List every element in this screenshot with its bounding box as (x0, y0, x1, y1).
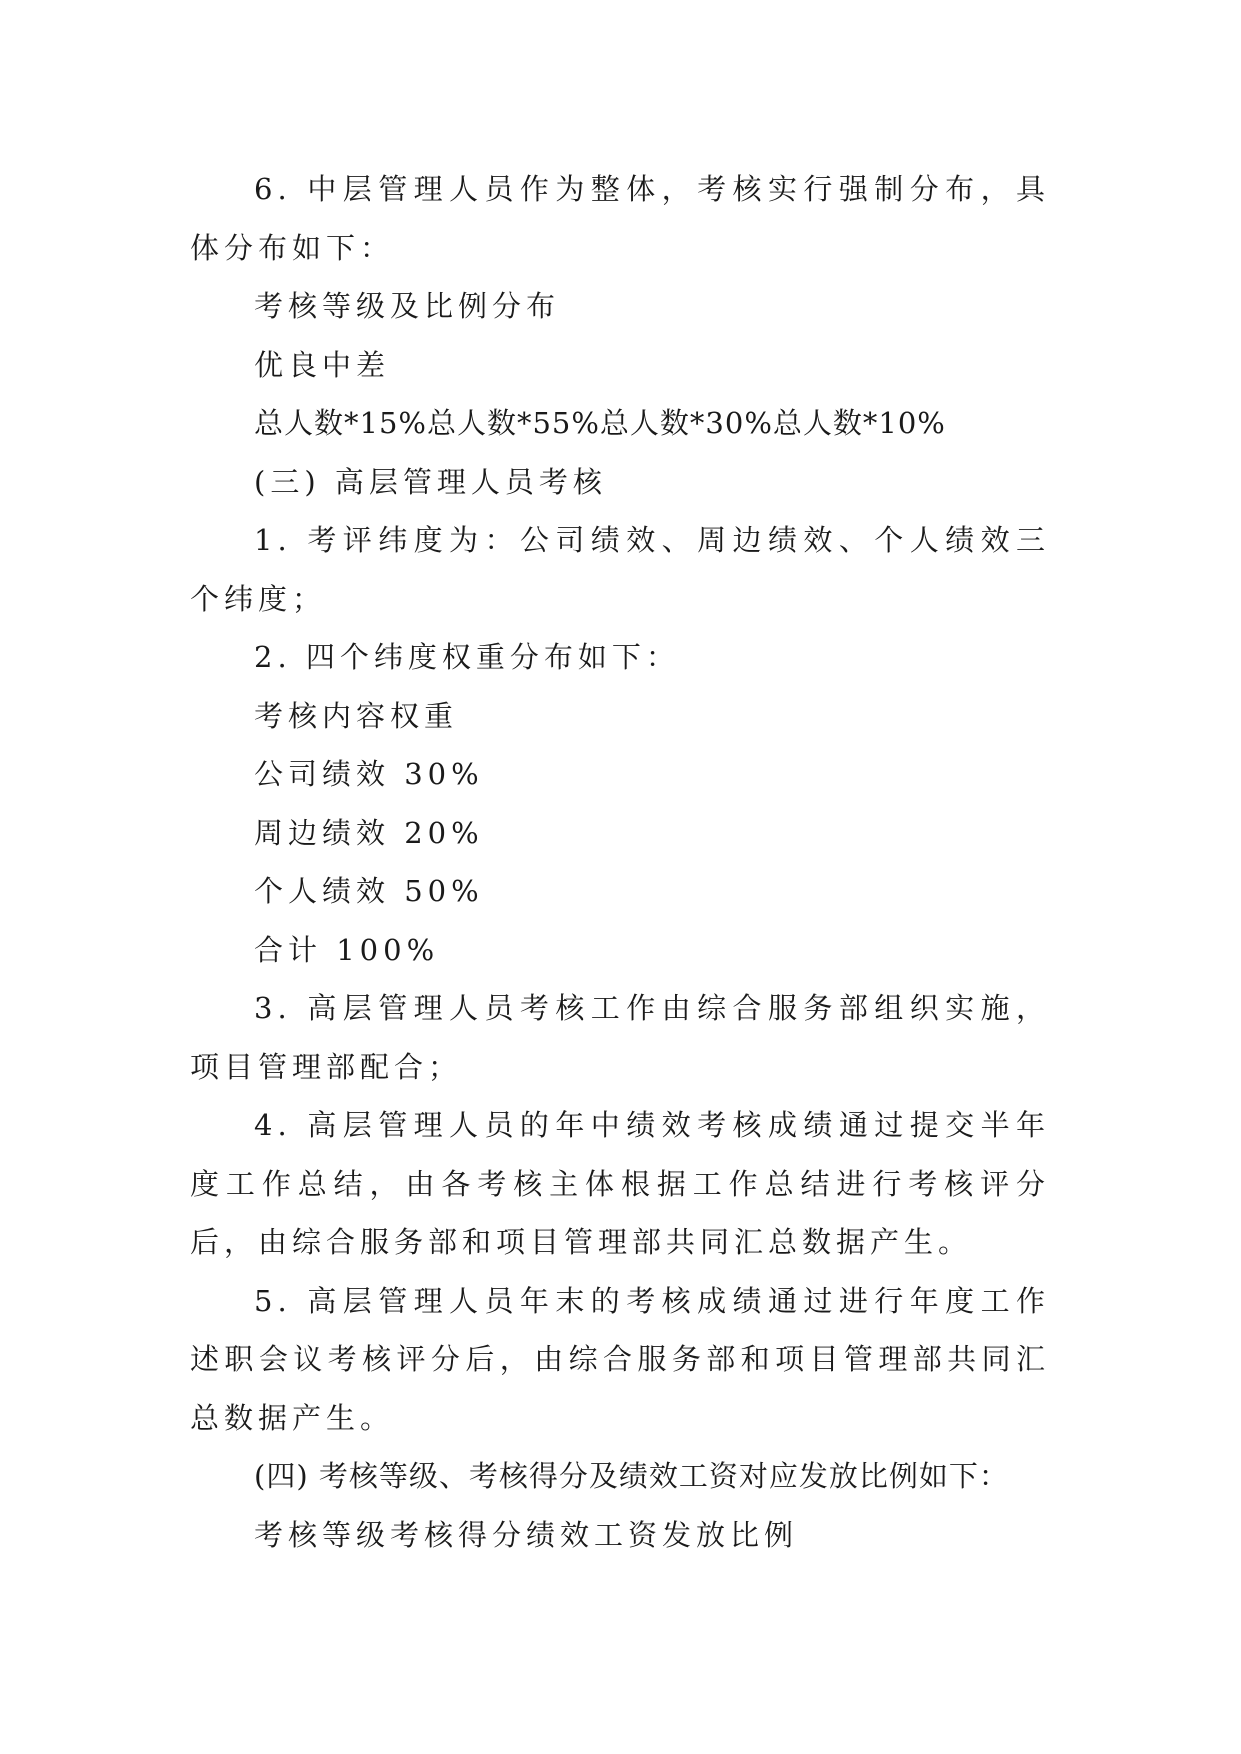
section-3-heading: (三) 高层管理人员考核 (254, 464, 607, 499)
paragraph-5-yearend-review: 5. 高层管理人员年末的考核成绩通过进行年度工作述职会议考核评分后，由综合服务部和项目管理部共同汇总数据产生。 (190, 1283, 1050, 1435)
paragraph-4-midyear-review: 4. 高层管理人员的年中绩效考核成绩通过提交半年度工作总结，由各考核主体根据工作总结进行考核评分后，由综合服务部和项目管理部共同汇总数据产生。 (190, 1108, 1050, 1259)
section-4-heading: (四) 考核等级、考核得分及绩效工资对应发放比例如下： (254, 1459, 1009, 1493)
line-grade-names: 优良中差 (254, 347, 391, 382)
line-total: 合计 100% (254, 932, 440, 967)
paragraph-6-middle-management-distribution: 6. 中层管理人员作为整体，考核实行强制分布，具体分布如下： (190, 172, 1050, 265)
line-company-performance: 公司绩效 30% (254, 757, 484, 791)
line-peripheral-performance: 周边绩效 20% (254, 815, 484, 850)
line-personal-performance: 个人绩效 50% (254, 874, 484, 908)
paragraph-1-dimensions: 1. 考评纬度为：公司绩效、周边绩效、个人绩效三个纬度； (190, 523, 1050, 616)
paragraph-3-organizer: 3. 高层管理人员考核工作由综合服务部组织实施，项目管理部配合； (190, 991, 1050, 1084)
paragraph-2-weights-intro: 2. 四个纬度权重分布如下： (254, 640, 680, 674)
line-grade-score-pay-heading: 考核等级考核得分绩效工资发放比例 (254, 1517, 799, 1552)
document-body (190, 160, 1050, 1564)
line-weight-heading: 考核内容权重 (254, 698, 459, 733)
line-grade-percentages: 总人数*15%总人数*55%总人数*30%总人数*10% (254, 406, 946, 440)
line-grade-ratio-heading: 考核等级及比例分布 (254, 289, 561, 323)
